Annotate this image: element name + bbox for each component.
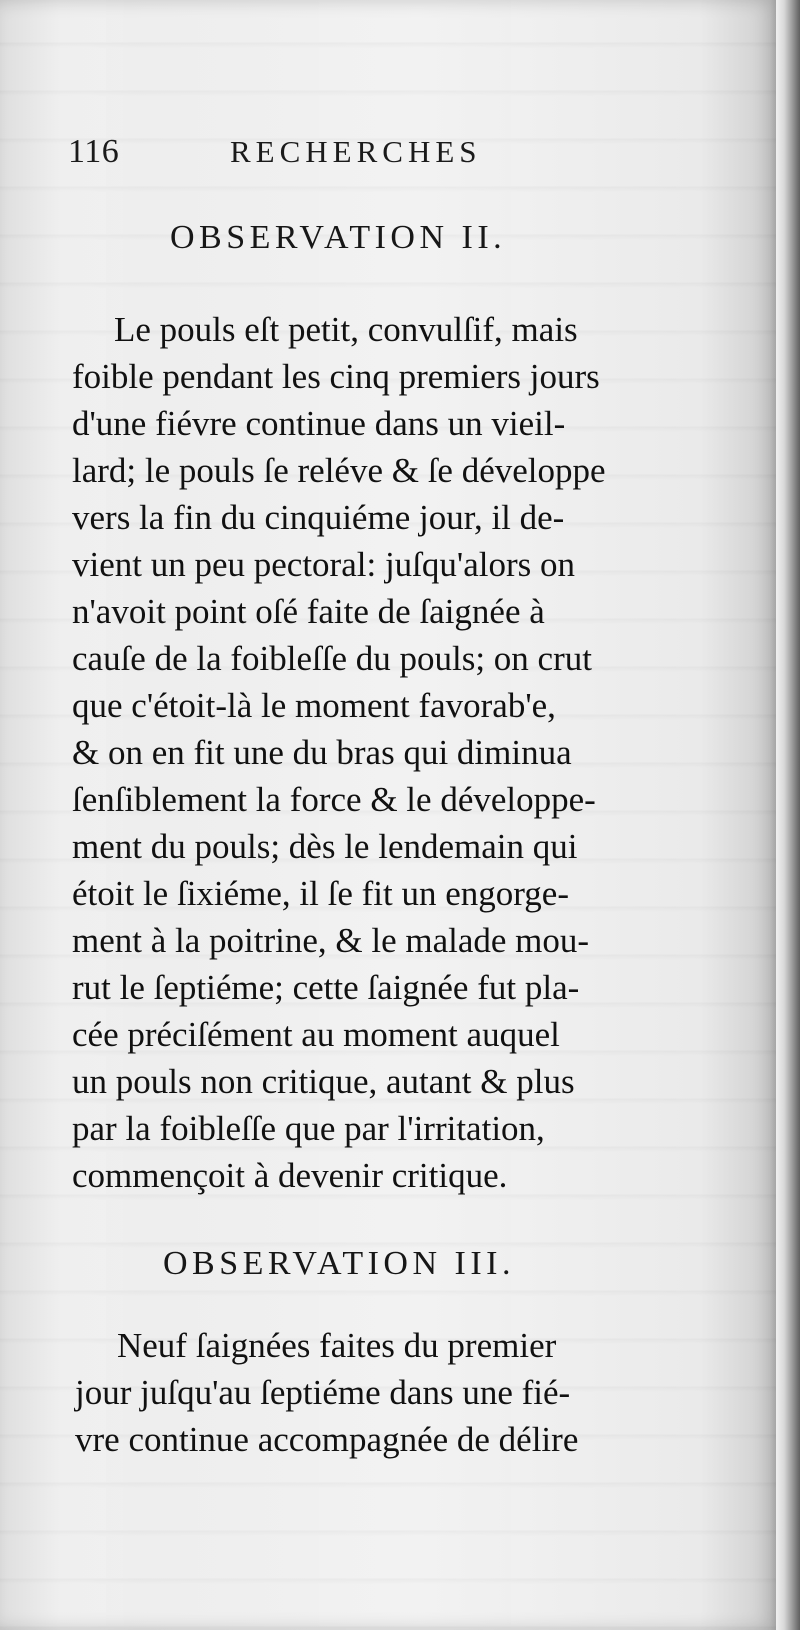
text-line: [75, 1416, 710, 1463]
text-line: [72, 1058, 704, 1105]
text-line: [72, 494, 704, 541]
line-text: cée préciſément au moment auquel: [72, 1015, 560, 1054]
text-line: [72, 1152, 704, 1199]
observation-three-text: [75, 1322, 710, 1463]
line-text: Le pouls eſt petit, convulſif, mais: [114, 310, 578, 349]
line-text: vre continue accompagnée de délire: [75, 1420, 579, 1459]
line-text: & on en fit une du bras qui diminua: [72, 733, 572, 772]
line-text: cauſe de la foibleſſe du pouls; on crut: [72, 639, 592, 678]
line-text: jour juſqu'au ſeptiéme dans une fié-: [75, 1373, 571, 1412]
page-header: [68, 130, 588, 174]
text-line: [75, 1322, 710, 1369]
line-text: ment à la poitrine, & le malade mou-: [72, 921, 590, 960]
text-line: [72, 635, 704, 682]
text-line: [72, 729, 704, 776]
line-text: un pouls non critique, autant & plus: [72, 1062, 575, 1101]
text-line: [72, 1105, 704, 1152]
observation-two-heading: OBSERVATION II.: [170, 219, 507, 256]
line-text: ment du pouls; dès le lendemain qui: [72, 827, 578, 866]
text-line: [75, 1369, 710, 1416]
running-head: RECHERCHES: [230, 134, 482, 169]
text-line: [72, 447, 704, 494]
line-text: étoit le ſixiéme, il ſe fit un engorge-: [72, 874, 569, 913]
observation-two-text: [72, 306, 704, 1199]
text-line: [72, 353, 704, 400]
line-text: lard; le pouls ſe reléve & ſe développe: [72, 451, 606, 490]
text-line: [72, 870, 704, 917]
text-line: [72, 964, 704, 1011]
line-text: foible pendant les cinq premiers jours: [72, 357, 600, 396]
text-line: [72, 776, 704, 823]
line-text: que c'étoit-là le moment favorab'e,: [72, 686, 556, 725]
observation-three-heading: OBSERVATION III.: [163, 1245, 515, 1282]
line-text: rut le ſeptiéme; cette ſaignée fut pla-: [72, 968, 580, 1007]
line-text: Neuf ſaignées faites du premier: [117, 1326, 557, 1365]
line-text: d'une fiévre continue dans un vieil-: [72, 404, 566, 443]
text-line: [72, 682, 704, 729]
line-text: n'avoit point oſé faite de ſaignée à: [72, 592, 545, 631]
line-text: par la foibleſſe que par l'irritation,: [72, 1109, 545, 1148]
line-text: ſenſiblement la force & le développe-: [72, 780, 596, 819]
text-line: [72, 1011, 704, 1058]
text-line: [72, 400, 704, 447]
page-number: 116: [68, 133, 120, 170]
text-line: [72, 306, 704, 353]
line-text: vient un peu pectoral: juſqu'alors on: [72, 545, 575, 584]
text-line: [72, 541, 704, 588]
line-text: vers la fin du cinquiéme jour, il de-: [72, 498, 565, 537]
line-text: commençoit à devenir critique.: [72, 1156, 508, 1195]
text-line: [72, 588, 704, 635]
text-line: [72, 823, 704, 870]
page-edge-shadow: [776, 0, 800, 1630]
text-line: [72, 917, 704, 964]
